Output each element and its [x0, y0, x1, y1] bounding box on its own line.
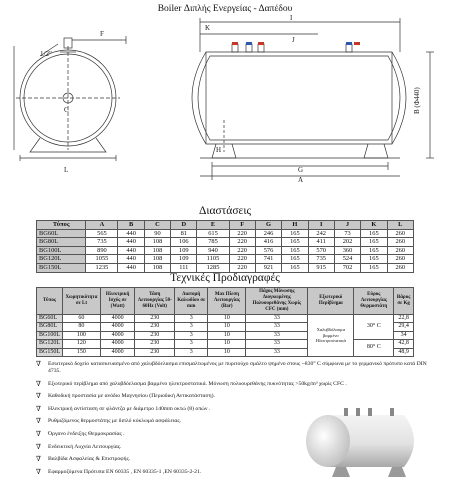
dims-cell: 165 — [282, 255, 308, 264]
technical-drawing — [0, 0, 450, 200]
specs-cell: 3 — [175, 323, 208, 331]
dims-cell: 165 — [361, 255, 387, 264]
specs-cell: BG120L — [37, 340, 63, 348]
dims-header-cell: J — [334, 221, 360, 230]
boiler-photo — [300, 405, 430, 480]
dims-cell: 785 — [197, 238, 229, 247]
label-G: G — [298, 166, 304, 174]
dims-cell: BG100L — [37, 246, 86, 255]
specs-cell: 29,4 — [394, 323, 414, 331]
specs-cell: 34 — [394, 331, 414, 339]
dims-header-cell: K — [361, 221, 387, 230]
specs-table — [36, 287, 414, 357]
specs-cell: 3 — [175, 315, 208, 323]
feature-text: Βαλβίδα Ασφαλείας & Επιστροφής. — [48, 456, 131, 463]
dims-cell: 702 — [334, 263, 360, 272]
specs-cell: 48,9 — [394, 348, 414, 356]
label-J: J — [292, 36, 295, 44]
feature-text: Εσωτερικό δοχείο κατασκευασμένο από χαλυβδόελασμα επισμαλτωμένος με πυριτούχο σμάλτο ψημένο στους ~830° C σύμφωνα με το γερμανικό πρότυπο κατά DIN 4735. — [48, 361, 427, 374]
feature-text: Ενδεικτική Λυχνία Λειτουργίας. — [48, 443, 122, 450]
specs-cell: 10 — [208, 340, 246, 348]
dims-cell: 565 — [86, 229, 118, 238]
specs-cell: 80° C — [354, 340, 394, 357]
label-F: F — [100, 30, 104, 38]
dims-cell: 246 — [255, 229, 281, 238]
specs-header-cell: Βάρος σε Kg — [394, 288, 414, 315]
dims-cell: 220 — [229, 246, 255, 255]
dims-cell: 615 — [197, 229, 229, 238]
specs-cell: 230 — [135, 315, 175, 323]
label-K: K — [205, 24, 211, 32]
dims-cell: 165 — [282, 246, 308, 255]
dims-header-cell: G — [255, 221, 281, 230]
specs-cell: 4000 — [100, 348, 135, 356]
dims-cell: 1055 — [86, 255, 118, 264]
dims-cell: 220 — [229, 229, 255, 238]
dims-cell: BG150L — [37, 263, 86, 272]
specs-header-cell: Τύπος — [37, 288, 63, 315]
label-half-inch: 1/2" — [40, 50, 52, 58]
dims-cell: 73 — [334, 229, 360, 238]
dims-cell: BG80L — [37, 238, 86, 247]
specs-cell: 10 — [208, 315, 246, 323]
triangle-bullet-icon: ∇ — [36, 467, 41, 476]
dims-cell: 165 — [282, 229, 308, 238]
coil-inlet-red — [258, 42, 264, 45]
dims-cell: 741 — [255, 255, 281, 264]
dims-cell: 220 — [229, 238, 255, 247]
dims-cell: 440 — [118, 229, 144, 238]
label-C: C — [64, 106, 69, 114]
specs-cell: 10 — [208, 323, 246, 331]
dims-cell: 360 — [334, 246, 360, 255]
dims-cell: 111 — [171, 263, 197, 272]
dims-cell: 220 — [229, 263, 255, 272]
dims-cell: 440 — [118, 238, 144, 247]
dims-cell: 260 — [387, 229, 413, 238]
specs-cell: 33 — [246, 348, 308, 356]
specs-header-cell: Εξωτερικό Περίβλημα — [308, 288, 354, 315]
triangle-bullet-icon: ∇ — [36, 392, 41, 401]
dims-cell: 440 — [118, 255, 144, 264]
dims-cell: 165 — [361, 263, 387, 272]
drain-red — [354, 42, 360, 45]
triangle-bullet-icon: ∇ — [36, 442, 41, 451]
dims-cell: 735 — [86, 238, 118, 247]
dims-cell: 202 — [334, 238, 360, 247]
dims-cell: 921 — [255, 263, 281, 272]
dims-cell: 524 — [334, 255, 360, 264]
label-I: I — [290, 14, 293, 22]
specs-header-cell: Διατομή Καλωδίου σε mm — [175, 288, 208, 315]
triangle-bullet-icon: ∇ — [36, 455, 41, 464]
label-L: L — [64, 166, 69, 174]
dims-row — [37, 246, 414, 255]
triangle-bullet-icon: ∇ — [36, 429, 41, 438]
feature-text: Ρυθμιζόμενος θερμοστάτης με διπλό κύκλωμά ασφάλειας. — [48, 418, 182, 425]
dims-cell: 108 — [144, 255, 170, 264]
dims-cell: 890 — [86, 246, 118, 255]
feature-text: Ηλεκτρική αντίσταση σε φλάντζα με διάμετρο 140mm οκτώ (8) οπών . — [48, 405, 211, 412]
dims-cell: 440 — [118, 263, 144, 272]
specs-cell: 150 — [63, 348, 101, 356]
label-B: B (Φ440) — [413, 87, 421, 114]
dims-header-cell: B — [118, 221, 144, 230]
specs-cell: 33 — [246, 323, 308, 331]
dims-cell: 260 — [387, 246, 413, 255]
feature-text: Εξωτερικό περίβλημα από χαλυβδόελασμα βαμμένο ηλεκτροστατικά. Μόνωση πολυουρεθάνης πυκνότητας >50kg/m³ χωρίς CFC . — [48, 380, 347, 387]
dims-cell: 411 — [308, 238, 334, 247]
specs-cell: BG150L — [37, 348, 63, 356]
specs-cell: 4000 — [100, 331, 135, 339]
specs-cell: 60 — [63, 315, 101, 323]
dims-cell: 165 — [282, 238, 308, 247]
feature-text: Καθοδική προστασία με ανόδιο Μαγνησίου (Περιοδική Αντικατάσταση). — [48, 393, 215, 400]
dims-header-cell: D — [171, 221, 197, 230]
specs-cell: 33 — [246, 331, 308, 339]
coil-outlet-blue — [346, 42, 352, 45]
triangle-bullet-icon: ∇ — [36, 360, 41, 368]
dims-cell: 416 — [255, 238, 281, 247]
dims-header-cell: F — [229, 221, 255, 230]
dims-header-cell: A — [86, 221, 118, 230]
label-H: H — [216, 146, 222, 154]
specs-cell: 22,8 — [394, 315, 414, 323]
dims-cell: 165 — [361, 229, 387, 238]
specs-cell: 230 — [135, 323, 175, 331]
dims-cell: 260 — [387, 238, 413, 247]
specs-cell: 230 — [135, 340, 175, 348]
specs-cell: 80 — [63, 323, 101, 331]
dims-cell: 165 — [361, 238, 387, 247]
specs-cell: 3 — [175, 340, 208, 348]
dims-cell: 242 — [308, 229, 334, 238]
specs-cell: 42,8 — [394, 340, 414, 348]
feature-item — [36, 361, 436, 375]
dimensions-table — [36, 220, 414, 273]
dims-cell: 735 — [308, 255, 334, 264]
specs-cell: 120 — [63, 340, 101, 348]
hot-outlet-red — [232, 42, 238, 45]
dims-cell: 1235 — [86, 263, 118, 272]
dims-cell: 440 — [118, 246, 144, 255]
specs-header-cell: Τάση Λειτουργίας 50-60Hz (Volt) — [135, 288, 175, 315]
dims-cell: 108 — [144, 238, 170, 247]
dims-header-cell: C — [144, 221, 170, 230]
dims-cell: 1285 — [197, 263, 229, 272]
dims-header-cell: I — [308, 221, 334, 230]
dims-cell: 108 — [144, 246, 170, 255]
dims-cell: 576 — [255, 246, 281, 255]
specs-cell: 4000 — [100, 315, 135, 323]
dims-header-cell: L — [387, 221, 413, 230]
dims-row — [37, 263, 414, 272]
dims-cell: 90 — [144, 229, 170, 238]
feature-item — [36, 393, 436, 400]
dims-cell: 106 — [171, 238, 197, 247]
specs-header-cell: Χωρητικότητα σε Lt — [63, 288, 101, 315]
specs-cell: 230 — [135, 348, 175, 356]
specs-heading: Τεχνικές Προδιαγραφές — [170, 272, 280, 284]
dims-cell: 108 — [144, 263, 170, 272]
dims-cell: 109 — [171, 255, 197, 264]
specs-cell: 3 — [175, 348, 208, 356]
specs-cell: 4000 — [100, 323, 135, 331]
feature-text: Όργανο ένδειξης Θερμοκρασίας . — [48, 430, 125, 437]
specs-cell: 10 — [208, 348, 246, 356]
dims-cell: 81 — [171, 229, 197, 238]
dims-row — [37, 238, 414, 247]
dims-row — [37, 229, 414, 238]
specs-cell: 3 — [175, 331, 208, 339]
dims-header-cell: Τύπος — [37, 221, 86, 230]
specs-header-cell: Max Πίεση Λειτουργίας (Bar) — [208, 288, 246, 315]
specs-cell: Χαλυβδόλασμα βαμμένο Ηλεκτροστατικά — [308, 315, 354, 357]
specs-header-cell: Ηλεκτρική Ισχύς σε (Watt) — [100, 288, 135, 315]
specs-cell: BG60L — [37, 315, 63, 323]
triangle-bullet-icon: ∇ — [36, 417, 41, 426]
dims-cell: 260 — [387, 255, 413, 264]
feature-item — [36, 381, 436, 388]
dims-cell: 915 — [308, 263, 334, 272]
dims-cell: BG60L — [37, 229, 86, 238]
dims-cell: 260 — [387, 263, 413, 272]
dims-header-cell: E — [197, 221, 229, 230]
dims-cell: 940 — [197, 246, 229, 255]
triangle-bullet-icon: ∇ — [36, 379, 41, 388]
specs-cell: 33 — [246, 315, 308, 323]
triangle-bullet-icon: ∇ — [36, 404, 41, 413]
dims-cell: 1105 — [197, 255, 229, 264]
dims-cell: 109 — [171, 246, 197, 255]
specs-header-cell: Πάχος Μόνωσης Διογκωμένης Πολυουρεθάνης Χωρίς CFC (mm) — [246, 288, 308, 315]
feature-text: Εφαρμοζόμενα Πρότυπα EN 60335 , EN 60335-1 ,EN 60335-2-21. — [48, 468, 202, 475]
dims-heading: Διαστάσεις — [198, 205, 252, 217]
dims-cell: 220 — [229, 255, 255, 264]
cold-inlet-blue — [246, 42, 252, 45]
specs-cell: 230 — [135, 331, 175, 339]
specs-cell: 10 — [208, 331, 246, 339]
page-title: Boiler Διπλής Ενεργείας - Δαπέδου — [157, 4, 293, 14]
specs-header-cell: Εύρος Λειτουργίας Θερμοστάτη — [354, 288, 394, 315]
specs-cell: BG100L — [37, 331, 63, 339]
specs-row — [37, 340, 414, 348]
dims-row — [37, 255, 414, 264]
specs-row — [37, 315, 414, 323]
specs-cell: 100 — [63, 331, 101, 339]
specs-cell: 30° C — [354, 315, 394, 340]
dims-cell: 165 — [361, 246, 387, 255]
specs-cell: 4000 — [100, 340, 135, 348]
dims-header-cell: H — [282, 221, 308, 230]
label-A: A — [298, 176, 304, 184]
dims-cell: 165 — [282, 263, 308, 272]
dims-cell: 570 — [308, 246, 334, 255]
dims-cell: BG120L — [37, 255, 86, 264]
specs-cell: BG80L — [37, 323, 63, 331]
specs-cell: 33 — [246, 340, 308, 348]
